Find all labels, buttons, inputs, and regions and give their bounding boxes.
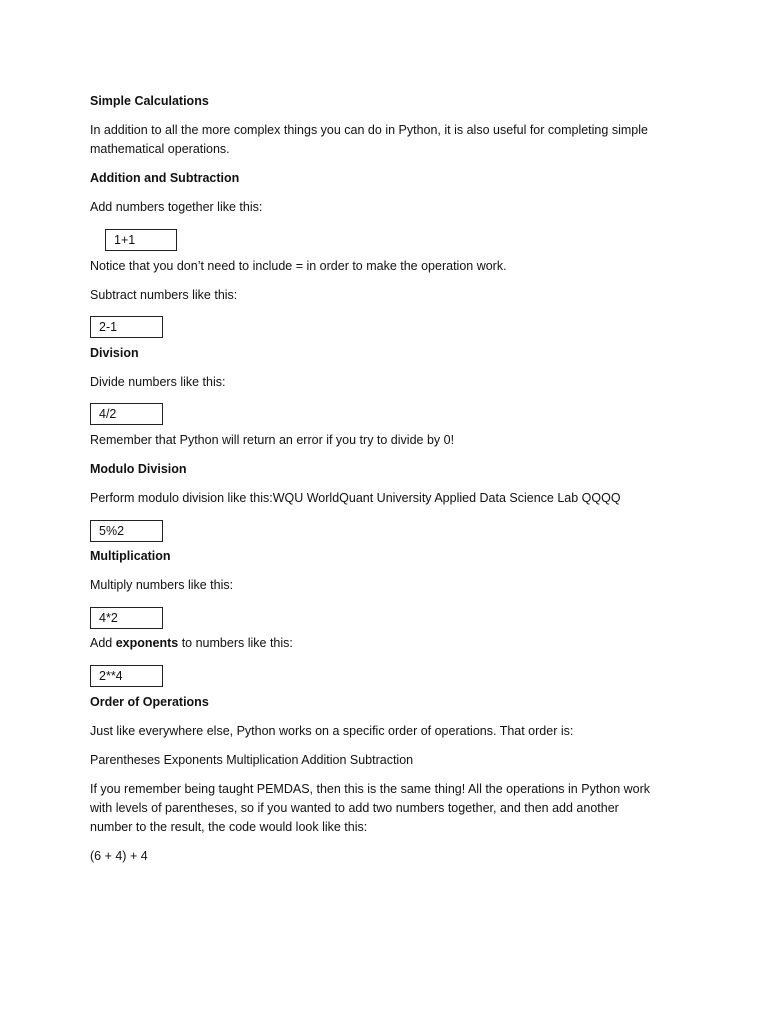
order-intro: Just like everywhere else, Python works on a specific order of operations. That order is: [90,724,574,738]
modulo-instruction: Perform modulo division like this:WQU WorldQuant University Applied Data Science Lab QQQQ [90,491,621,505]
pemdas-line-3: number to the result, the code would look like this: [90,820,368,834]
heading-modulo-division: Modulo Division [90,462,187,476]
exponent-suffix: to numbers like this: [178,636,293,650]
code-box-exponent: 2**4 [90,665,163,687]
code-box-subtraction: 2-1 [90,316,163,338]
subtract-instruction: Subtract numbers like this: [90,288,238,302]
heading-simple-calculations: Simple Calculations [90,94,209,108]
heading-addition-subtraction: Addition and Subtraction [90,171,240,185]
multiply-instruction: Multiply numbers like this: [90,578,234,592]
division-error-note: Remember that Python will return an error if you try to divide by 0! [90,433,455,447]
exponent-bold-word: exponents [115,636,179,650]
parentheses-example: (6 + 4) + 4 [90,849,148,863]
divide-instruction: Divide numbers like this: [90,375,226,389]
code-box-division: 4/2 [90,403,163,425]
pemdas-line-2: with levels of parentheses, so if you wanted to add two numbers together, and then add another [90,801,619,815]
code-box-multiplication: 4*2 [90,607,163,629]
code-box-modulo: 5%2 [90,520,163,542]
add-instruction: Add numbers together like this: [90,200,263,214]
heading-order-of-operations: Order of Operations [90,695,209,709]
exponent-prefix: Add [90,636,116,650]
heading-multiplication: Multiplication [90,549,171,563]
order-list: Parentheses Exponents Multiplication Addition Subtraction [90,753,414,767]
code-box-addition: 1+1 [105,229,177,251]
exponent-instruction [90,634,293,653]
heading-division: Division [90,346,139,360]
pemdas-line-1: If you remember being taught PEMDAS, then this is the same thing! All the operations in Python work [90,782,651,796]
notice-text: Notice that you don’t need to include = in order to make the operation work. [90,259,507,273]
intro-line-1: In addition to all the more complex things you can do in Python, it is also useful for completing simple [90,123,648,137]
intro-line-2: mathematical operations. [90,142,230,156]
